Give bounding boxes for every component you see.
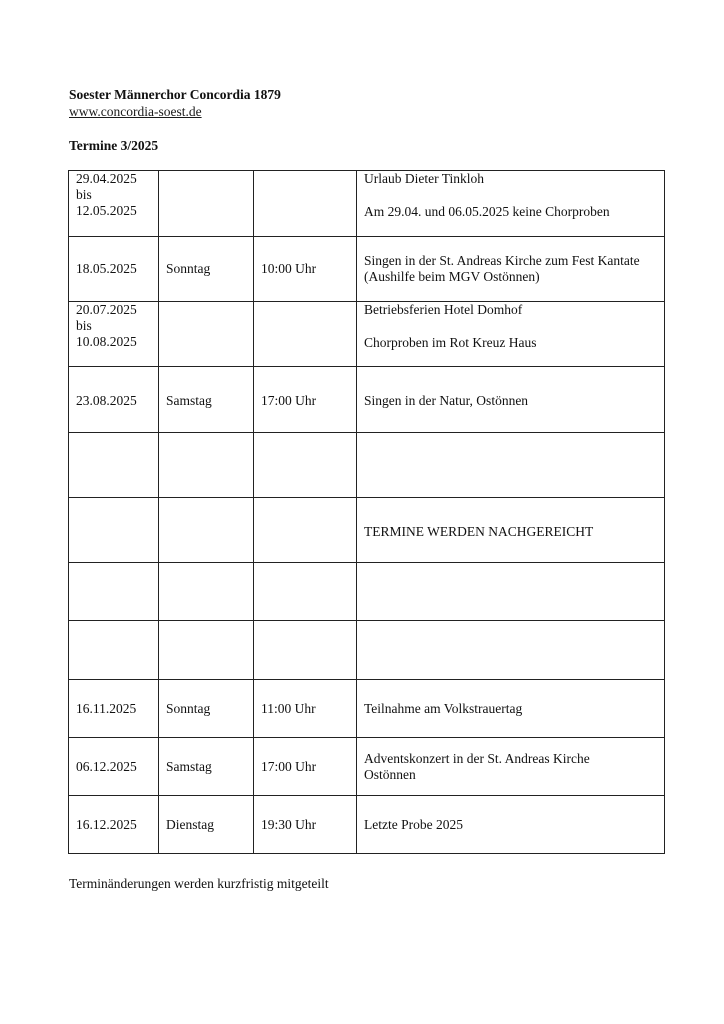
weekday-cell bbox=[159, 171, 254, 237]
organization-name: Soester Männerchor Concordia 1879 bbox=[69, 87, 281, 102]
table-row bbox=[69, 302, 665, 367]
table-row bbox=[69, 367, 665, 433]
description-line: Betriebsferien Hotel Domhof bbox=[364, 302, 523, 317]
description-cell: Teilnahme am Volkstrauertag bbox=[357, 680, 665, 738]
time-cell bbox=[254, 171, 357, 237]
weekday-cell bbox=[159, 498, 254, 563]
description-line: Urlaub Dieter Tinkloh bbox=[364, 171, 484, 186]
date-range-word: bis bbox=[76, 187, 92, 202]
table-row bbox=[69, 237, 665, 302]
time-cell bbox=[254, 563, 357, 621]
table-row bbox=[69, 738, 665, 796]
date-cell: 23.08.2025 bbox=[69, 367, 159, 433]
description-line: Am 29.04. und 06.05.2025 keine Chorproben bbox=[364, 204, 610, 219]
date-cell bbox=[69, 171, 159, 237]
time-cell bbox=[254, 621, 357, 680]
date-cell: 06.12.2025 bbox=[69, 738, 159, 796]
weekday-cell: Samstag bbox=[159, 738, 254, 796]
date-cell bbox=[69, 621, 159, 680]
description-cell: Singen in der Natur, Ostönnen bbox=[357, 367, 665, 433]
weekday-cell: Sonntag bbox=[159, 680, 254, 738]
date-cell: 16.12.2025 bbox=[69, 796, 159, 854]
table-row bbox=[69, 171, 665, 237]
table-row bbox=[69, 563, 665, 621]
description-cell bbox=[357, 302, 665, 367]
date-end: 10.08.2025 bbox=[76, 334, 137, 349]
date-cell bbox=[69, 433, 159, 498]
time-cell: 17:00 Uhr bbox=[254, 367, 357, 433]
time-cell: 10:00 Uhr bbox=[254, 237, 357, 302]
weekday-cell bbox=[159, 621, 254, 680]
date-cell: 16.11.2025 bbox=[69, 680, 159, 738]
date-cell bbox=[69, 302, 159, 367]
description-cell: TERMINE WERDEN NACHGEREICHT bbox=[357, 498, 665, 563]
time-cell bbox=[254, 302, 357, 367]
date-start: 20.07.2025 bbox=[76, 302, 137, 317]
date-cell bbox=[69, 498, 159, 563]
description-cell bbox=[357, 171, 665, 237]
weekday-cell bbox=[159, 433, 254, 498]
table-row bbox=[69, 621, 665, 680]
time-cell bbox=[254, 498, 357, 563]
table-row bbox=[69, 498, 665, 563]
description-cell: Adventskonzert in der St. Andreas Kirche Ostönnen bbox=[357, 738, 665, 796]
weekday-cell bbox=[159, 302, 254, 367]
table-row bbox=[69, 796, 665, 854]
date-end: 12.05.2025 bbox=[76, 203, 137, 218]
weekday-cell: Samstag bbox=[159, 367, 254, 433]
footer-note: Terminänderungen werden kurzfristig mitgeteilt bbox=[69, 876, 329, 891]
weekday-cell bbox=[159, 563, 254, 621]
date-start: 29.04.2025 bbox=[76, 171, 137, 186]
table-row bbox=[69, 433, 665, 498]
document-header bbox=[69, 86, 281, 120]
date-cell bbox=[69, 563, 159, 621]
time-cell: 19:30 Uhr bbox=[254, 796, 357, 854]
schedule-table bbox=[68, 170, 665, 854]
date-cell: 18.05.2025 bbox=[69, 237, 159, 302]
description-cell bbox=[357, 621, 665, 680]
date-range-word: bis bbox=[76, 318, 92, 333]
description-cell bbox=[357, 433, 665, 498]
weekday-cell: Dienstag bbox=[159, 796, 254, 854]
weekday-cell: Sonntag bbox=[159, 237, 254, 302]
description-cell: Letzte Probe 2025 bbox=[357, 796, 665, 854]
description-cell bbox=[357, 563, 665, 621]
description-cell: Singen in der St. Andreas Kirche zum Fest Kantate (Aushilfe beim MGV Ostönnen) bbox=[357, 237, 665, 302]
table-row bbox=[69, 680, 665, 738]
page-title: Termine 3/2025 bbox=[69, 138, 159, 153]
time-cell: 11:00 Uhr bbox=[254, 680, 357, 738]
description-line: Chorproben im Rot Kreuz Haus bbox=[364, 335, 537, 350]
website-link[interactable]: www.concordia-soest.de bbox=[69, 104, 202, 119]
time-cell: 17:00 Uhr bbox=[254, 738, 357, 796]
time-cell bbox=[254, 433, 357, 498]
